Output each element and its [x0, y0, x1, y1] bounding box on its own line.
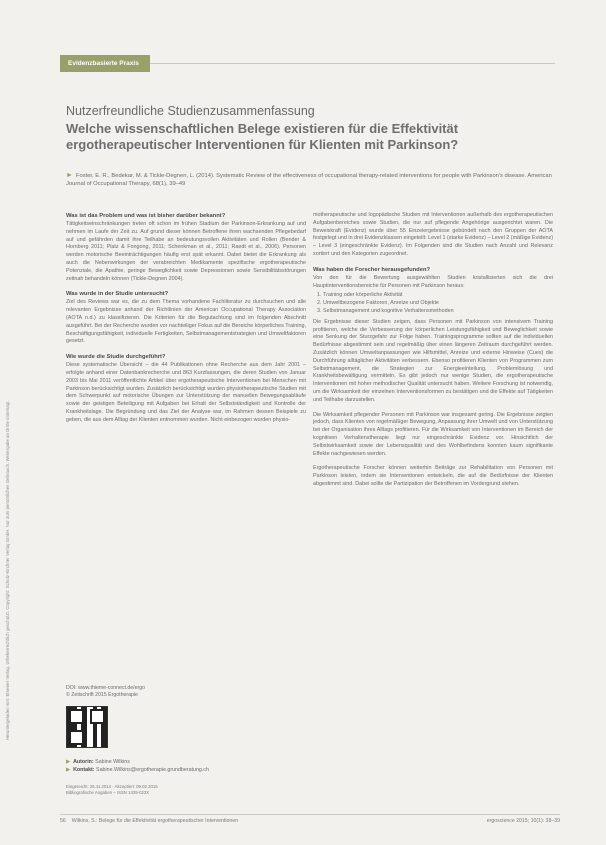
journal-info: ergoscience 2015; 10(1): 38–39: [486, 818, 560, 824]
list-item: 2. Umweltbezogene Faktoren, Anreize und Objekte: [323, 300, 553, 308]
contact-value[interactable]: Sabine.Wilkins@ergotherapie.grundberatung.ch: [96, 766, 209, 773]
section-heading-method: Wie wurde die Studie durchgeführt?: [66, 354, 166, 361]
dates-block: [66, 784, 306, 796]
results-text-3: Ergotherapeutische Forscher können weiterhin Beiträge zur Rehabilitation von Personen mit Parkinson leisten, indem sie Interventionen entwickeln, die auf die Bedürfnisse der Klienten abgestimmt sind. Dabei sollte die Partizipation der Betroffenen im Vordergrund stehen.: [313, 465, 553, 487]
dates-line-1: Eingereicht: 25.11.2014 · Akzeptiert: 09.02.2015: [66, 784, 158, 789]
left-column: [66, 212, 306, 432]
section-heading-results: Was haben die Forscher herausgefunden?: [313, 266, 431, 273]
qr-caption: [66, 685, 306, 699]
contact-row: [66, 767, 306, 775]
header-divider: [150, 63, 555, 64]
qr-code-icon[interactable]: [66, 706, 108, 748]
running-head: Wilkins, S.: Belege für die Effektivität ergotherapeutischer Interventionen: [71, 818, 239, 824]
author-row: [66, 759, 306, 767]
list-item: 1. Training oder körperliche Aktivität: [323, 292, 553, 300]
right-column: [313, 212, 553, 496]
section-text-method: Diese systematische Übersicht – die 44 Publikationen ohne Recherche aus dem Jahr 2001 – erfolgte anhand einer Datenbankrecherche und 863 Kurzfassungen, die deren Studien von Januar 2003 bis Mai 2011 veröffentlichte Artikel über ergotherapeutische Interventionen bei Menschen mit Parkinson berücksichtigt wurden. Zusätzlich berücksichtigt wurden physiotherapeutische Studien mit dem Schwerpunkt auf motorische Übungen zur Unterstützung der manuellen Bewegungsabläufe sowie der geistigen Beteiligung mit Aufgaben bei Erhalt der Selbstständigkeit und Kontrolle der Krankheitslage. Die Begründung und das Ziel der Analyse war, im Rahmen dessen Beispiele zu geben, die aus dem Alltag der Klienten entnommen wurden. Nicht einbezogen wurden physio-: [66, 362, 306, 423]
footer-left: [60, 818, 244, 824]
section-text-method-cont: motherapeutische und logopädische Studien mit Interventionen außerhalb des ergotherapeutischen Aufgabenbereiches sowie Studien, die nur auf pflegende Angehörige ausgerichtet waren. Die Beweiskraft (Evidenz) wurde über 55 Einzelergebnisse gebündelt nach den Gruppen der AOTA festgelegt und in drei Evidenzklassen eingeteilt: Level 1 (starke Evidenz) – Level 2 (mäßige Evidenz) – Level 3 (eingeschränkte Evidenz). Im Folgenden sind die Studien nach Anzahl und Relevanz sortiert und den Kategorien zugeordnet.: [313, 212, 554, 257]
author-label: Autorin:: [73, 759, 94, 765]
triangle-icon: ▶: [66, 759, 71, 765]
article-kicker: Nutzerfreundliche Studienzusammenfassung: [66, 104, 315, 118]
results-list: [313, 292, 553, 315]
section-heading-problem: Was ist das Problem und was ist bisher darüber bekannt?: [66, 213, 226, 219]
citation-text: Foster, E. R., Bedekar, M. & Tickle-Degnen, L. (2014). Systematic Review of the effectiveness of occupational therapy-related interventions for people with Parkinson's disease. American Journal of Occupational Therapy, 68(1), 39–49: [66, 173, 552, 187]
author-value: Sabine Wilkins: [95, 759, 130, 765]
dates-line-2: Bibliografische Angaben – ISSN 1439-023X: [66, 790, 150, 795]
side-copyright-text: Heruntergeladen von: Elsevier Verlag. Urheberrechtlich geschützt. Copyright: Schulz-Kirchner Verlag GmbH. Nur zum persönlichen Gebrauch. Weitergabe an Dritte untersagt.: [5, 400, 10, 740]
article-title: Welche wissenschaftlichen Belege existieren für die Effektivität ergotherapeutischer Interventionen für Klienten mit Parkinson?: [66, 121, 459, 152]
article-citation: [66, 172, 556, 188]
section-text-aim: Ziel des Reviews war es, die zu dem Thema vorhandene Fachliteratur zu durchsuchen und alle relevanten Ergebnisse anhand der Richtlinien der American Occupational Therapy Association (AOTA n.d.) zu klassifizieren. Die Kriterien für die Begutachtung sind im folgenden Abschnitt ausgeführt. Bei der Recherche wurden vor nachteiliger Fokus auf die Bereiche körperliches Training, Beschäftigungsfähigkeit, individuelle Fertigkeiten, Selbstmanagementstrategien und Umweltfaktoren gesetzt.: [66, 299, 306, 345]
footer-divider: [60, 814, 560, 815]
results-text-2: Die Wirksamkeit pflegender Personen mit Parkinson war insgesamt gering. Die Ergebnisse zeigten jedoch, dass Klienten von regelmäßiger Bewegung, Anpassung ihrer Umwelt und von Unterstützung bei der Organisation ihres Alltags profitieren. Für die Wirksamkeit von Interventionen im Bereich der kognitiven Verhaltenstherapie liegt nur eingeschränkte Evidenz vor. Hinsichtlich der Selbstwirksamkeit sowie der Lebensqualität und des Wohlbefindens konnten kaum signifikante Effekte nachgewiesen werden.: [313, 411, 553, 457]
qr-label: DOI: www.thieme-connect.de/ergo: [66, 685, 145, 691]
contact-label: Kontakt:: [73, 766, 95, 773]
results-intro: Von den für die Bewertung ausgewählten Studien kristallisierten sich die drei Hauptinterventionsbereiche für Personen mit Parkinson heraus:: [313, 274, 553, 289]
section-label: Evidenzbasierte Praxis: [60, 55, 150, 72]
page-number: 56: [60, 818, 66, 824]
list-item: 3. Selbstmanagement und kognitive Verhaltensmethoden: [323, 308, 553, 316]
section-text-problem: Tätigkeitseinschränkungen treten oft schon im frühen Stadium der Parkinson-Erkrankung auf und nehmen im Laufe der Zeit zu. Auf grund dieser können Betroffene ihren wachsenden Pflegebedarf auf und gefährden damit ihre Teilhabe an bedeutungsvollen Aktivitäten und Rollen (Bender & Hornberg 2011; Platz & Fongong, 2011; Schenkman et al., 2011; Raedt et al., 2006). Personen werden motorische Beeinträchtigungen häufig erst spät erkannt. Dabei bietet die Erkrankung als auch die Nebenwirkungen der verabreichten Medikamente spezifische ergotherapeutische Potenziale, die Apathie, geringe Beweglichkeit sowie Depressionen sowie Sensibilitätsstörungen zeitnah behandeln können (Tickle-Degnen 2004).: [66, 221, 306, 282]
citation-arrow-icon: ►: [66, 172, 73, 179]
results-text: Die Ergebnisse dieser Studien zeigen, dass Personen mit Parkinson von intensivem Training profitieren, welche die Verbesserung der körperlichen Leistungsfähigkeit und Beweglichkeit sowie eine Senkung der Sturzgefahr zur Folge haben. Trainingsprogramme sollten auf die individuellen Bedürfnisse abgestimmt sein und regelmäßig über einen längeren Zeitraum durchgeführt werden. Zusätzlich können Umweltanpassungen wie Hilfsmittel, Anreize und externe Hinweise (Cues) die Durchführung alltäglicher Aktivitäten verbessern. Ebenso profitieren Klienten von Programmen zum Selbstmanagement, die Strategien zur Energieeinteilung, Problemlösung und Krankheitsbewältigung vermitteln. Es gibt jedoch nur wenige Studien, die ergotherapeutische Interventionen mit hoher methodischer Qualität untersucht haben. Weitere Forschung ist notwendig, um die Wirksamkeit der einzelnen Interventionsformen zu bestätigen und die Effekte auf Tätigkeiten und Teilhabe darzustellen.: [313, 318, 553, 403]
page-footer: [60, 818, 560, 824]
author-meta: [66, 759, 306, 774]
triangle-icon: ▶: [66, 766, 71, 773]
section-heading-aim: Was wurde in der Studie untersucht?: [66, 291, 169, 298]
qr-date: © Zeitschrift 2015 Ergotherapie: [66, 692, 138, 698]
